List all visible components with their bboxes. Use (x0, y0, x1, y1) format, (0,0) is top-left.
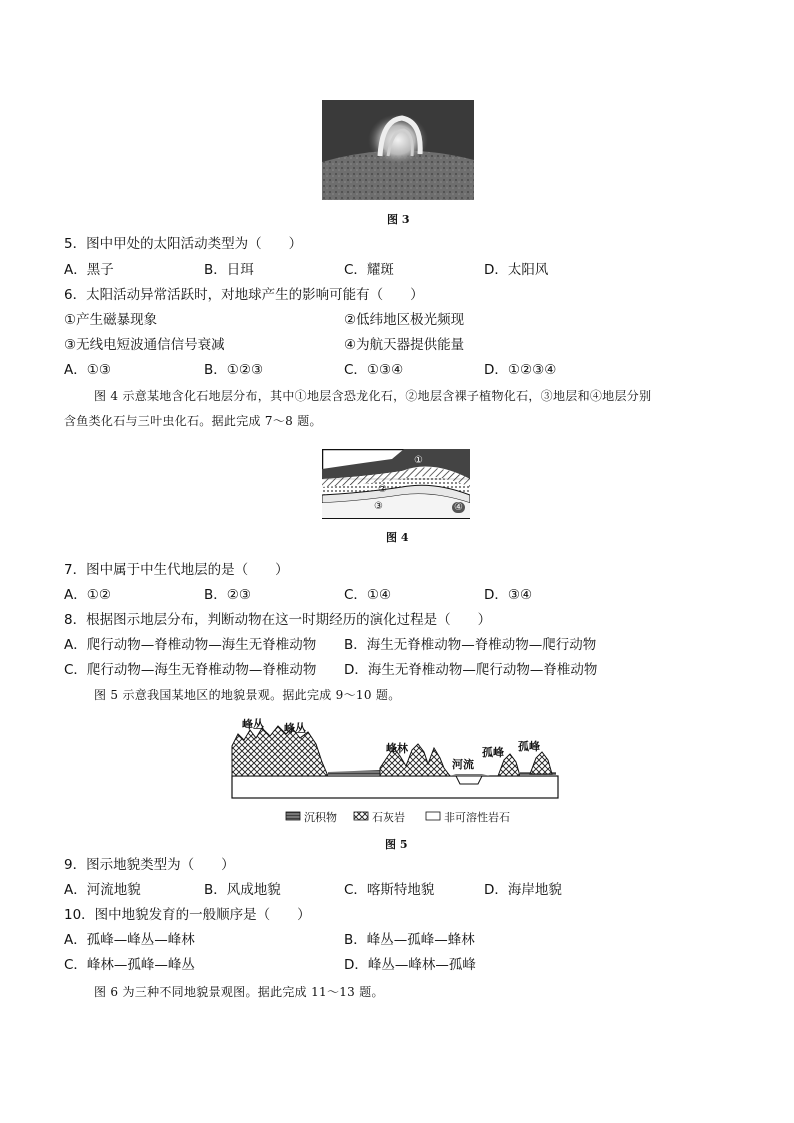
question-6-option-b: B．①②③ (204, 362, 264, 378)
question-5-option-d: D．太阳风 (484, 262, 549, 278)
question-6-item-2: ②低纬地区极光频现 (344, 312, 465, 328)
intro-7-8-line-1: 图 4 示意某地含化石地层分布，其中①地层含恐龙化石，②地层含裸子植物化石，③地层和④地层分别 (94, 389, 652, 403)
question-6-option-d: D．①②③④ (484, 362, 557, 378)
question-6-item-1: ①产生磁暴现象 (64, 312, 158, 328)
question-7-option-b: B．②③ (204, 587, 251, 603)
question-8-option-d: D．海生无脊椎动物—爬行动物—脊椎动物 (344, 662, 598, 678)
question-5-option-a: A．黑子 (64, 262, 114, 278)
figure-3-photo (322, 100, 474, 200)
figure-5-label-river: 河流 (452, 758, 474, 771)
intro-11-13: 图 6 为三种不同地貌景观图。据此完成 11～13 题。 (94, 985, 384, 999)
figure-5-legend-limestone: 石灰岩 (372, 811, 405, 824)
question-9-option-b: B．风成地貌 (204, 882, 281, 898)
question-7-option-d: D．③④ (484, 587, 533, 603)
figure-4-label-1: ① (414, 455, 423, 466)
question-5-option-c: C．耀斑 (344, 262, 394, 278)
question-10-option-c: C．峰林—孤峰—峰丛 (64, 957, 195, 973)
figure-5-karst-profile (230, 718, 562, 828)
question-9-option-c: C．喀斯特地貌 (344, 882, 435, 898)
intro-9-10: 图 5 示意我国某地区的地貌景观。据此完成 9～10 题。 (94, 688, 401, 702)
question-8-stem: 8．根据图示地层分布，判断动物在这一时期经历的演化过程是（ ） (64, 612, 492, 628)
figure-4-label-2: ② (378, 484, 387, 495)
figure-5-label-fengcong-2: 峰丛 (284, 722, 306, 735)
figure-5-label-gufeng-2: 孤峰 (518, 740, 540, 753)
question-10-option-a: A．孤峰—峰丛—峰林 (64, 932, 195, 948)
question-6-item-4: ④为航天器提供能量 (344, 337, 465, 353)
figure-4-caption: 图 4 (386, 531, 409, 544)
question-8-option-b: B．海生无脊椎动物—脊椎动物—爬行动物 (344, 637, 597, 653)
question-9-stem: 9．图示地貌类型为（ ） (64, 857, 235, 873)
question-9-option-d: D．海岸地貌 (484, 882, 562, 898)
figure-5-label-fenglin: 峰林 (386, 742, 408, 755)
question-10-stem: 10．图中地貌发育的一般顺序是（ ） (64, 907, 311, 923)
question-6-option-a: A．①③ (64, 362, 111, 378)
question-6-stem: 6．太阳活动异常活跃时，对地球产生的影响可能有（ ） (64, 287, 424, 303)
figure-5-label-gufeng-1: 孤峰 (482, 746, 504, 759)
question-7-option-a: A．①② (64, 587, 111, 603)
figure-4-label-3: ③ (374, 501, 383, 512)
question-5-stem: 5．图中甲处的太阳活动类型为（ ） (64, 236, 303, 252)
question-5-option-b: B．日珥 (204, 262, 254, 278)
figure-5-legend-sediment: 沉积物 (304, 811, 337, 824)
question-9-option-a: A．河流地貌 (64, 882, 141, 898)
question-10-option-b: B．峰丛—孤峰—蜂林 (344, 932, 475, 948)
figure-4-label-4: ④ (454, 502, 463, 513)
question-10-option-d: D．峰丛—峰林—孤峰 (344, 957, 476, 973)
figure-3-caption: 图 3 (387, 213, 410, 226)
question-8-option-c: C．爬行动物—海生无脊椎动物—脊椎动物 (64, 662, 317, 678)
question-7-option-c: C．①④ (344, 587, 392, 603)
question-7-stem: 7．图中属于中生代地层的是（ ） (64, 562, 289, 578)
question-8-option-a: A．爬行动物—脊椎动物—海生无脊椎动物 (64, 637, 317, 653)
question-6-item-3: ③无线电短波通信信号衰减 (64, 337, 225, 353)
figure-4-strata-diagram (322, 449, 470, 519)
figure-5-label-fengcong-1: 峰丛 (242, 718, 264, 731)
question-6-option-c: C．①③④ (344, 362, 404, 378)
figure-5-legend-insoluble-rock: 非可溶性岩石 (444, 811, 510, 824)
figure-5-caption: 图 5 (385, 838, 408, 851)
intro-7-8-line-2: 含鱼类化石与三叶虫化石。据此完成 7～8 题。 (64, 414, 322, 428)
